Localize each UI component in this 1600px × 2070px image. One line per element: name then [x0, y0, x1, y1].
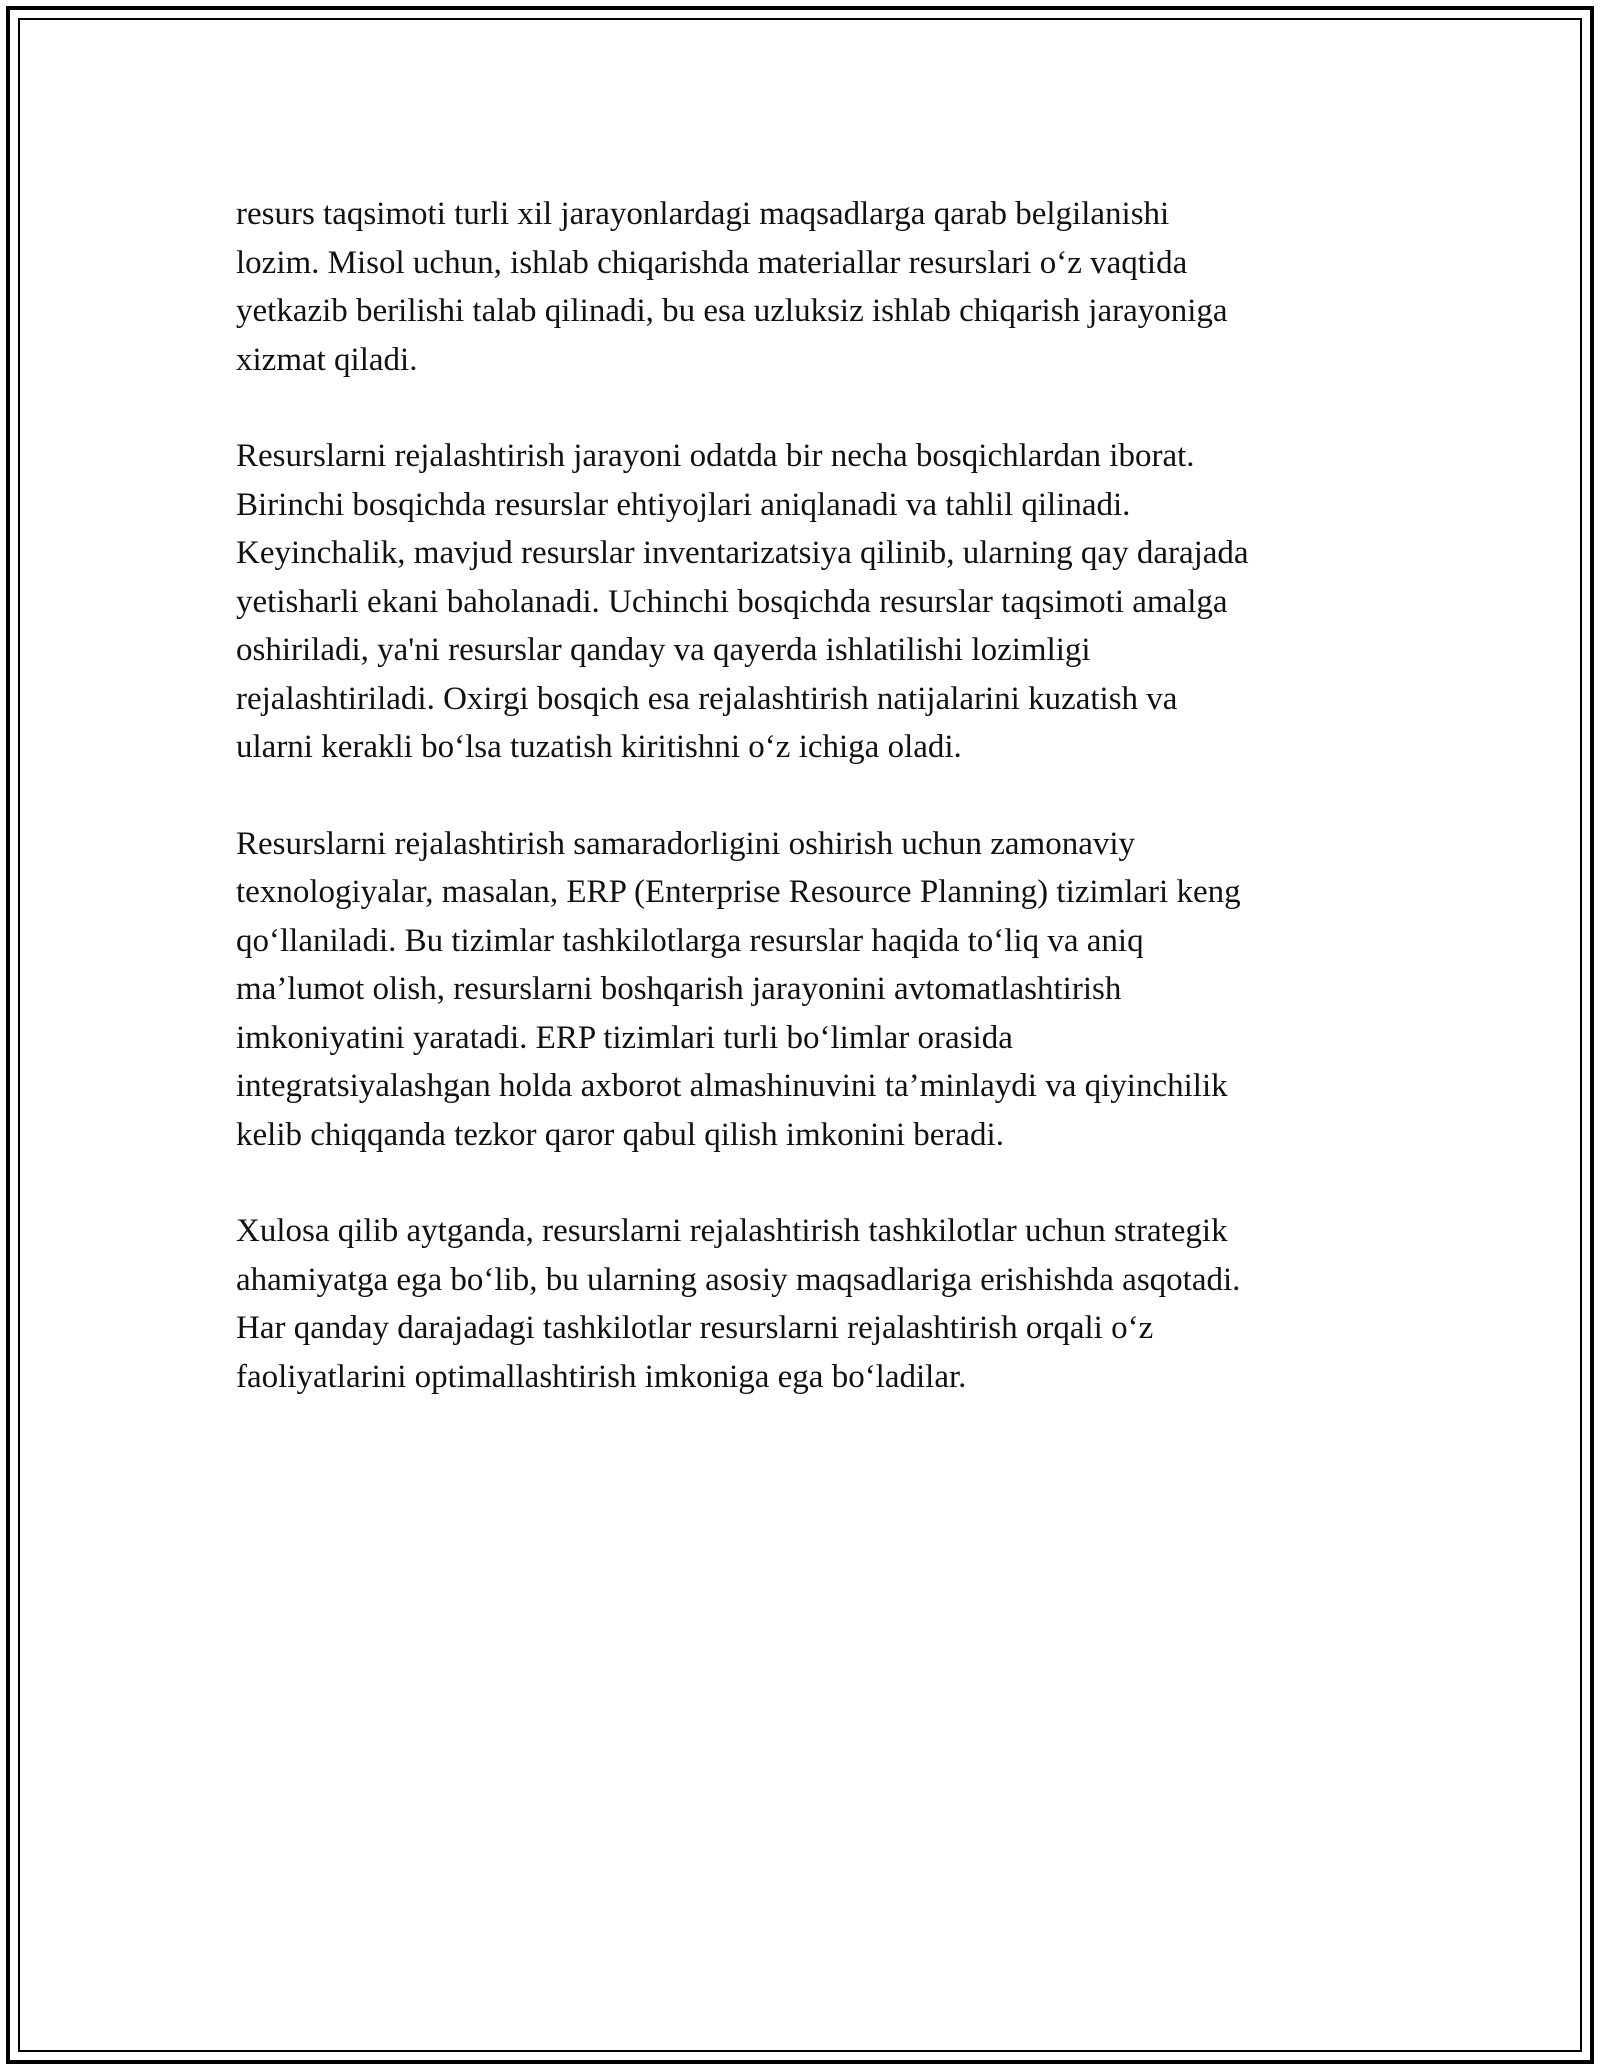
document-body — [236, 190, 1376, 1449]
paragraph-2: Resurslarni rejalashtirish jarayoni odatda bir necha bosqichlardan iborat. Birinchi bosqichda resurslar ehtiyojlari aniqlanadi va tahlil qilinadi. Keyinchalik, mavjud resurslar inventarizatsiya qilinib, ularning qay darajada yetisharli ekani baholanadi. Uchinchi bosqichda resurslar taqsimoti amalga oshiriladi, ya'ni resurslar qanday va qayerda ishlatilishi lozimligi rejalashtiriladi. Oxirgi bosqich esa rejalashtirish natijalarini kuzatish va ularni kerakli bo‘lsa tuzatish kiritishni o‘z ichiga oladi. — [236, 438, 1249, 765]
paragraph-4: Xulosa qilib aytganda, resurslarni rejalashtirish tashkilotlar uchun strategik ahamiyatga ega bo‘lib, bu ularning asosiy maqsadlariga erishishda asqotadi. Har qanday darajadagi tashkilotlar resurslarni rejalashtirish orqali o‘z faoliyatlarini optimallashtirish imkoniga ega bo‘ladilar. — [236, 1213, 1241, 1395]
paragraph-3: Resurslarni rejalashtirish samaradorligini oshirish uchun zamonaviy texnologiyalar, masalan, ERP (Enterprise Resource Planning) tizimlari keng qo‘llaniladi. Bu tizimlar tashkilotlarga resurslar haqida to‘liq va aniq ma’lumot olish, resurslarni boshqarish jarayonini avtomatlashtirish imkoniyatini yaratadi. ERP tizimlari turli bo‘limlar orasida integratsiyalashgan holda axborot almashinuvini ta’minlaydi va qiyinchilik kelib chiqqanda tezkor qaror qabul qilish imkonini beradi. — [236, 825, 1241, 1153]
paragraph-1: resurs taqsimoti turli xil jarayonlardagi maqsadlarga qarab belgilanishi lozim. Misol uchun, ishlab chiqarishda materiallar resurslari o‘z vaqtida yetkazib berilishi talab qilinadi, bu esa uzluksiz ishlab chiqarish jarayoniga xizmat qiladi. — [236, 196, 1228, 378]
